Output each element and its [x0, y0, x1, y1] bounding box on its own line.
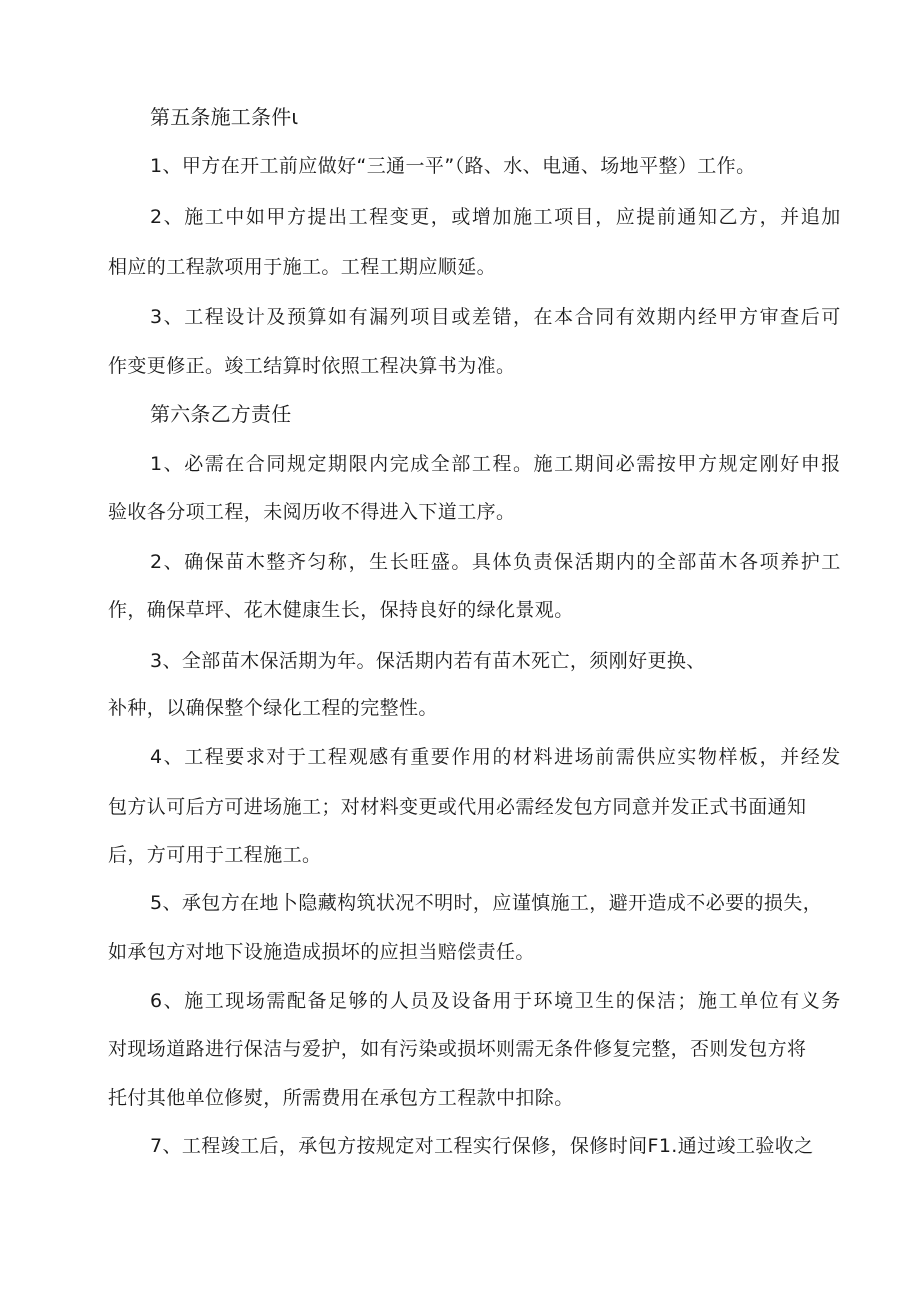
- section-5-item-2-line-2: 相应的工程款项用于施工。工程工期应顺延。: [108, 256, 497, 278]
- section-5-item-3-line-1: 3、工程设计及预算如有漏列项目或差错，在本合同有效期内经甲方审查后可: [150, 306, 842, 328]
- section-5-heading: 第五条施工条件ι: [150, 105, 299, 129]
- section-6-item-7-line-1: 7、工程竣工后，承包方按规定对工程实行保修，保修时间F1.通过竣工验收之: [150, 1135, 814, 1157]
- section-6-item-4-line-2: 包方认可后方可进场施工；对材料变更或代用必需经发包方同意并发正式书面通知: [108, 796, 807, 818]
- section-6-item-6-line-3: 托付其他单位修熨，所需费用在承包方工程款中扣除。: [108, 1087, 574, 1109]
- section-6-item-4-line-1: 4、工程要求对于工程观感有重要作用的材料进场前需供应实物样板，并经发: [150, 746, 842, 768]
- section-6-item-5-line-1: 5、承包方在地卜隐藏构筑状况不明时，应谨慎施工，避开造成不必要的损失，: [150, 892, 823, 914]
- section-6-item-6-line-2: 对现场道路进行保洁与爱护，如有污染或损坏则需无条件修复完整，否则发包方将: [108, 1038, 807, 1060]
- section-5-item-3-line-2: 作变更修正。竣工结算时依照工程决算书为准。: [108, 355, 516, 377]
- section-6-item-4-line-3: 后，方可用于工程施工。: [108, 844, 322, 866]
- section-6-item-3-line-2: 补种，以确保整个绿化工程的完整性。: [108, 697, 438, 719]
- section-6-item-1-line-2: 验收各分项工程，未阅历收不得进入下道工序。: [108, 501, 516, 523]
- section-6-item-6-line-1: 6、施工现场需配备足够的人员及设备用于环境卫生的保洁；施工单位有义务: [150, 990, 842, 1012]
- section-6-heading: 第六条乙方责任: [150, 402, 292, 426]
- section-5-item-2-line-1: 2、施工中如甲方提出工程变更，或增加施工项目，应提前通知乙方，并追加: [150, 206, 842, 228]
- section-6-item-2-line-1: 2、确保苗木整齐匀称，生长旺盛。具体负责保活期内的全部苗木各项养护工: [150, 551, 842, 573]
- section-6-item-2-line-2: 作，确保草坪、花木健康生长，保持良好的绿化景观。: [108, 599, 574, 621]
- section-6-item-5-line-2: 如承包方对地下设施造成损坏的应担当赔偿责任。: [108, 941, 535, 963]
- section-5-item-1-line-1: 1、甲方在开工前应做好“三通一平”（路、水、电通、场地平整）工作。: [150, 155, 756, 177]
- section-6-item-1-line-1: 1、必需在合同规定期限内完成全部工程。施工期间必需按甲方规定刚好申报: [150, 453, 842, 475]
- section-6-item-3-line-1: 3、全部苗木保活期为年。保活期内若有苗木死亡，须刚好更换、: [150, 650, 706, 672]
